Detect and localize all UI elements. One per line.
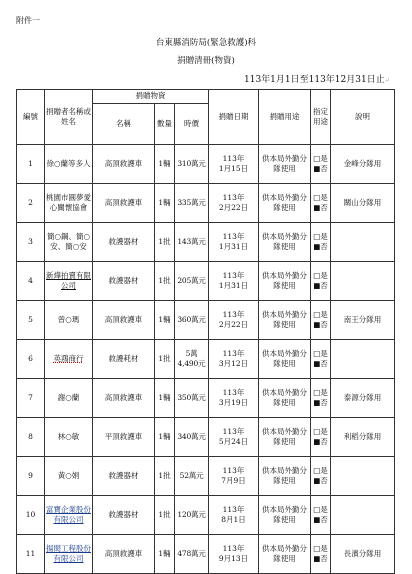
- attachment-label: 附件一: [16, 16, 40, 25]
- row-date: [209, 184, 259, 223]
- row-donor-text: 新燁拍賣有限公司: [46, 270, 91, 290]
- table-row: [17, 223, 395, 262]
- row-value: 310萬元: [175, 145, 209, 184]
- row-date-year: 113年: [222, 426, 245, 436]
- row-designated: [311, 223, 331, 262]
- table-row: [17, 496, 395, 535]
- header-no: 編號: [17, 90, 45, 145]
- row-item: 高頂救護車: [93, 535, 155, 574]
- row-date-year: 113年: [222, 465, 245, 475]
- table-row: [17, 145, 395, 184]
- row-date-year: 113年: [222, 387, 245, 397]
- row-donor: 謝○蘭: [45, 379, 93, 418]
- row-qty: 1輛: [155, 301, 175, 340]
- table-row: [17, 262, 395, 301]
- row-remark: 關山分隊用: [331, 184, 395, 223]
- designated-yes: □是: [313, 543, 328, 553]
- row-qty: 1輛: [155, 535, 175, 574]
- row-remark: 南王分隊用: [331, 301, 395, 340]
- header-use: 捐贈用途: [259, 90, 311, 145]
- row-qty: 1輛: [155, 145, 175, 184]
- designated-yes: □是: [313, 153, 328, 163]
- row-date: [209, 223, 259, 262]
- row-item: 高頂救護車: [93, 301, 155, 340]
- row-item: 救護器材: [93, 223, 155, 262]
- row-date-year: 113年: [222, 153, 245, 163]
- row-date-md: 7月9日: [221, 476, 246, 485]
- row-designated: [311, 340, 331, 379]
- row-date: [209, 301, 259, 340]
- designated-no: ■否: [313, 281, 328, 290]
- table-row: [17, 457, 395, 496]
- row-use: 供本局外勤分隊使用: [259, 145, 311, 184]
- designated-no: ■否: [313, 242, 328, 251]
- row-no: 9: [17, 457, 45, 496]
- row-qty: 1輛: [155, 418, 175, 457]
- row-remark: [331, 340, 395, 379]
- row-remark: [331, 262, 395, 301]
- designated-no: ■否: [313, 554, 328, 563]
- designated-no: ■否: [313, 398, 328, 407]
- row-no: 7: [17, 379, 45, 418]
- row-designated: [311, 418, 331, 457]
- row-no: 3: [17, 223, 45, 262]
- row-date-md: 3月12日: [218, 359, 249, 368]
- row-designated: [311, 535, 331, 574]
- row-remark: 金峰分隊用: [331, 145, 395, 184]
- row-donor: 黃○娟: [45, 457, 93, 496]
- period-text: 113年1月1日至113年12月31日止: [244, 75, 385, 85]
- row-date-year: 113年: [222, 348, 245, 358]
- table-row: [17, 184, 395, 223]
- designated-no: ■否: [313, 203, 328, 212]
- row-date-year: 113年: [222, 231, 245, 241]
- row-item: 高頂救護車: [93, 184, 155, 223]
- row-qty: 1批: [155, 340, 175, 379]
- row-date-year: 113年: [222, 543, 245, 553]
- row-value: 5萬4,490元: [175, 340, 209, 379]
- row-date-md: 1月31日: [218, 242, 249, 251]
- row-date: [209, 379, 259, 418]
- row-no: 8: [17, 418, 45, 457]
- row-item: 救護器材: [93, 262, 155, 301]
- designated-no: ■否: [313, 359, 328, 368]
- row-use: 供本局外勤分隊使用: [259, 418, 311, 457]
- row-designated: [311, 262, 331, 301]
- table-row: [17, 340, 395, 379]
- row-value: 205萬元: [175, 262, 209, 301]
- designated-yes: □是: [313, 465, 328, 475]
- row-date-year: 113年: [222, 309, 245, 319]
- row-value: 52萬元: [175, 457, 209, 496]
- row-no: 11: [17, 535, 45, 574]
- header-qty: 數量: [155, 104, 175, 145]
- header-designated: 指定用途: [311, 90, 331, 145]
- header-remark: 說明: [331, 90, 395, 145]
- row-date-md: 2月22日: [218, 203, 249, 212]
- row-qty: 1批: [155, 457, 175, 496]
- row-date-year: 113年: [222, 192, 245, 202]
- row-value: 335萬元: [175, 184, 209, 223]
- row-donor-text: 揚閎工程股份有限公司: [46, 543, 91, 563]
- header-value: 時價: [175, 104, 209, 145]
- period-line: [244, 72, 390, 85]
- row-designated: [311, 457, 331, 496]
- row-value: 478萬元: [175, 535, 209, 574]
- designated-yes: □是: [313, 231, 328, 241]
- row-donor: 桃園市圓夢愛心關懷協會: [45, 184, 93, 223]
- row-no: 4: [17, 262, 45, 301]
- row-use: 供本局外勤分隊使用: [259, 301, 311, 340]
- row-donor: [45, 535, 93, 574]
- designated-yes: □是: [313, 192, 328, 202]
- row-donor: [45, 340, 93, 379]
- row-remark: 利稻分隊用: [331, 418, 395, 457]
- row-value: 360萬元: [175, 301, 209, 340]
- row-date: [209, 262, 259, 301]
- donation-table: [16, 89, 395, 574]
- header-donor: 捐贈者名稱或姓名: [45, 90, 93, 145]
- row-donor: 林○敏: [45, 418, 93, 457]
- row-no: 6: [17, 340, 45, 379]
- row-designated: [311, 301, 331, 340]
- row-date-md: 2月22日: [218, 320, 249, 329]
- row-donor-text: 富寶企業股份有限公司: [46, 504, 91, 524]
- row-value: 350萬元: [175, 379, 209, 418]
- row-designated: [311, 379, 331, 418]
- row-use: 供本局外勤分隊使用: [259, 535, 311, 574]
- row-date: [209, 145, 259, 184]
- row-item: 救護耗材: [93, 340, 155, 379]
- row-date: [209, 457, 259, 496]
- designated-yes: □是: [313, 387, 328, 397]
- row-use: 供本局外勤分隊使用: [259, 457, 311, 496]
- row-qty: 1批: [155, 223, 175, 262]
- designated-no: ■否: [313, 164, 328, 173]
- row-remark: 長濱分隊用: [331, 535, 395, 574]
- row-date-md: 5月24日: [218, 437, 249, 446]
- row-no: 10: [17, 496, 45, 535]
- designated-yes: □是: [313, 504, 328, 514]
- row-donor: 簡○鋼、簡○安、簡○安: [45, 223, 93, 262]
- header-name: 名稱: [93, 104, 155, 145]
- row-qty: 1批: [155, 496, 175, 535]
- designated-yes: □是: [313, 348, 328, 358]
- row-donor-text: 英鴻商行: [53, 353, 84, 363]
- row-remark: [331, 496, 395, 535]
- header-row-top: [17, 90, 395, 104]
- row-date-year: 113年: [222, 270, 245, 280]
- document-title: 台東縣消防局(緊急救護)科: [155, 38, 257, 48]
- row-designated: [311, 496, 331, 535]
- row-use: 供本局外勤分隊使用: [259, 223, 311, 262]
- designated-no: ■否: [313, 437, 328, 446]
- row-value: 120萬元: [175, 496, 209, 535]
- row-no: 1: [17, 145, 45, 184]
- row-date-md: 1月31日: [218, 281, 249, 290]
- row-date: [209, 340, 259, 379]
- row-item: 救護器材: [93, 496, 155, 535]
- designated-no: ■否: [313, 515, 328, 524]
- row-value: 340萬元: [175, 418, 209, 457]
- row-item: 救護器材: [93, 457, 155, 496]
- row-no: 5: [17, 301, 45, 340]
- row-use: 供本局外勤分隊使用: [259, 340, 311, 379]
- row-remark: [331, 223, 395, 262]
- row-item: 平頂救護車: [93, 418, 155, 457]
- row-designated: [311, 184, 331, 223]
- row-use: 供本局外勤分隊使用: [259, 262, 311, 301]
- header-goods: 捐贈物資: [93, 90, 209, 104]
- row-qty: 1輛: [155, 184, 175, 223]
- row-no: 2: [17, 184, 45, 223]
- row-donor: [45, 496, 93, 535]
- row-date-md: 9月13日: [218, 554, 249, 563]
- row-qty: 1輛: [155, 379, 175, 418]
- table-row: [17, 418, 395, 457]
- table-row: [17, 379, 395, 418]
- paragraph-mark-icon: ↵: [384, 77, 390, 84]
- row-date-year: 113年: [222, 504, 245, 514]
- row-qty: 1批: [155, 262, 175, 301]
- designated-yes: □是: [313, 309, 328, 319]
- row-remark: 泰源分隊用: [331, 379, 395, 418]
- designated-no: ■否: [313, 320, 328, 329]
- row-item: 高頂救護車: [93, 145, 155, 184]
- row-date-md: 8月1日: [221, 515, 246, 524]
- row-use: 供本局外勤分隊使用: [259, 379, 311, 418]
- row-donor: 曾○瑪: [45, 301, 93, 340]
- table-row: [17, 301, 395, 340]
- row-donor: 徐○蘭等多人: [45, 145, 93, 184]
- designated-yes: □是: [313, 426, 328, 436]
- row-date: [209, 535, 259, 574]
- table-row: [17, 535, 395, 574]
- row-value: 143萬元: [175, 223, 209, 262]
- designated-no: ■否: [313, 476, 328, 485]
- row-item: 高頂救護車: [93, 379, 155, 418]
- document-subtitle: 捐贈清冊(物資): [177, 56, 235, 66]
- row-date: [209, 496, 259, 535]
- row-date: [209, 418, 259, 457]
- row-date-md: 3月19日: [218, 398, 249, 407]
- row-use: 供本局外勤分隊使用: [259, 184, 311, 223]
- row-designated: [311, 145, 331, 184]
- row-remark: [331, 457, 395, 496]
- header-date: 捐贈日期: [209, 90, 259, 145]
- row-date-md: 1月15日: [218, 164, 249, 173]
- designated-yes: □是: [313, 270, 328, 280]
- row-donor: [45, 262, 93, 301]
- row-use: 供本局外勤分隊使用: [259, 496, 311, 535]
